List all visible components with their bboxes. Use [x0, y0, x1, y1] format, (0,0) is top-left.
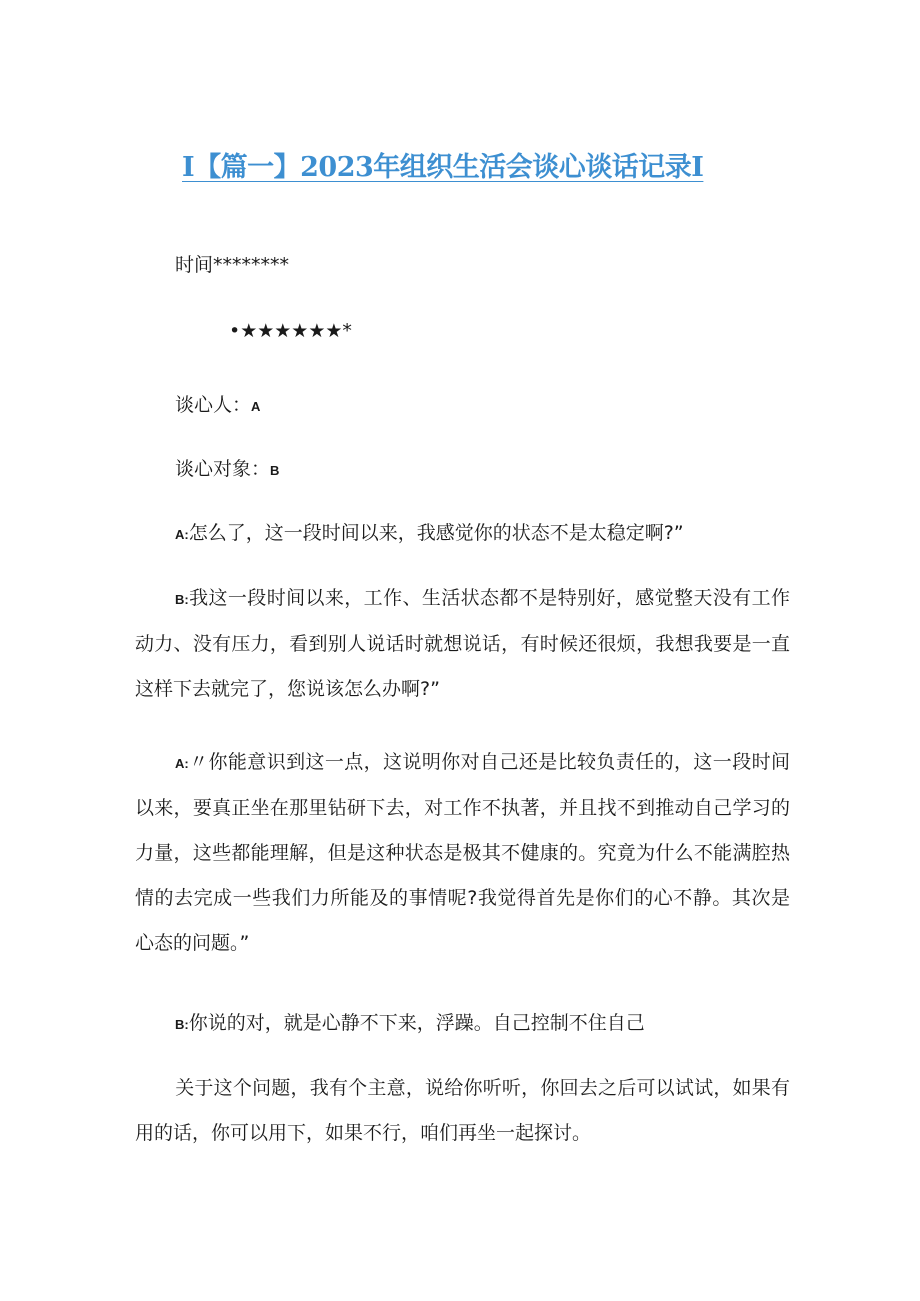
time-line: 时间******** — [175, 254, 290, 276]
dialogue-text: 我这一段时间以来，工作、生活状态都不是特别好，感觉整天没有工作动力、没有压力，看到别人说话时就想说话，有时候还很烦，我想我要是一直这样下去就完了，您说该怎么办啊?” — [135, 587, 790, 700]
document-title: I【篇一】2023年组织生活会谈心谈话记录I — [182, 152, 704, 183]
dialogue-text: 你说的对，就是心静不下来，浮躁。自己控制不住自己 — [188, 1012, 645, 1034]
dialogue-paragraph-4 — [175, 1011, 645, 1037]
target-value: B — [270, 463, 280, 478]
speaker-label: A: — [175, 527, 189, 542]
dialogue-paragraph-2 — [135, 576, 790, 712]
target-line — [175, 457, 279, 483]
dialogue-text: 怎么了，这一段时间以来，我感觉你的状态不是太稳定啊?” — [188, 522, 684, 544]
talker-line — [175, 393, 260, 419]
dialogue-text: 〃你能意识到这一点，这说明你对自己还是比较负责任的，这一段时间以来，要真正坐在那里钻研下去，对工作不执著，并且找不到推动自己学习的力量，这些都能理解，但是这种状态是极其不健康的。究竟为什么不能满腔热情的去完成一些我们力所能及的事情呢?我觉得首先是你们的心不静。其次是心态的问题。” — [135, 751, 790, 954]
talker-label: 谈心人： — [175, 394, 252, 416]
dialogue-paragraph-3 — [135, 740, 790, 966]
talker-value: A — [251, 399, 261, 414]
dialogue-paragraph-5 — [135, 1066, 790, 1156]
speaker-label: A: — [175, 756, 189, 771]
dialogue-paragraph-1 — [175, 521, 684, 547]
dialogue-text: 关于这个问题，我有个主意，说给你听听，你回去之后可以试试，如果有用的话，你可以用下，如果不行，咱们再坐一起探讨。 — [135, 1077, 790, 1144]
speaker-label: B: — [175, 592, 189, 607]
speaker-label: B: — [175, 1017, 189, 1032]
stars-line: •★★★★★★* — [229, 320, 352, 342]
target-label: 谈心对象： — [175, 458, 271, 480]
